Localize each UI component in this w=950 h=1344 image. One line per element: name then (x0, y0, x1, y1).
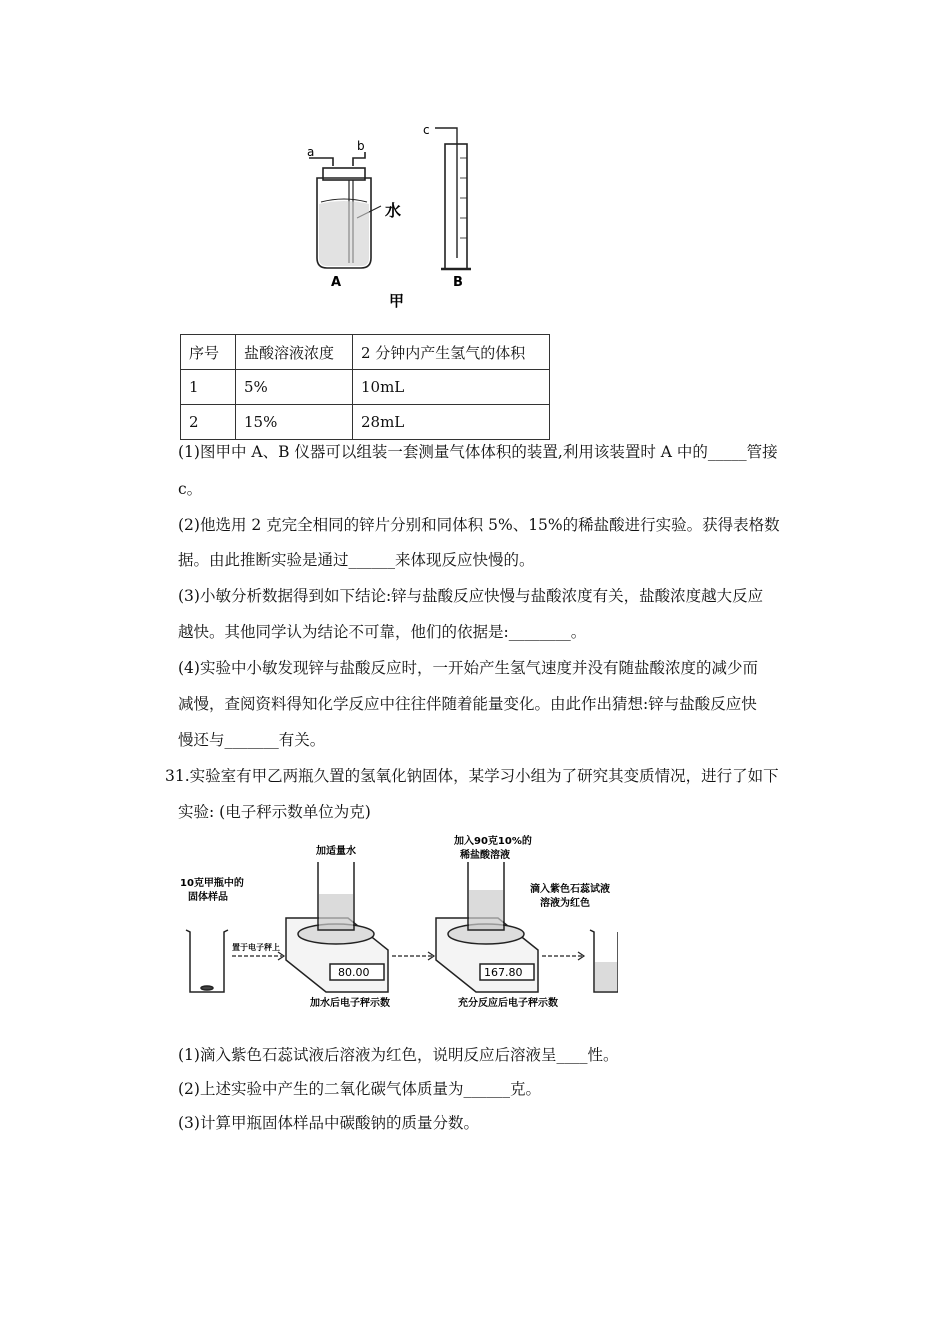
arrow-to-scale1 (232, 952, 284, 960)
apparatus-figure-jia (295, 118, 495, 313)
table-cell: 1 (181, 370, 236, 405)
litmus-label-line2: 溶液为红色 (540, 898, 590, 909)
figure-caption: 甲 (389, 292, 405, 310)
q30-part4-line1: (4)实验中小敏发现锌与盐酸反应时，一开始产生氢气速度并没有随盐酸浓度的减少而 (178, 659, 758, 677)
experiment-procedure-figure (178, 832, 618, 1012)
q30-part4-line3: 慢还与_______有关。 (178, 731, 326, 749)
q30-part4-line2: 减慢，查阅资料得知化学反应中往往伴随着能量变化。由此作出猜想:锌与盐酸反应快 (178, 695, 757, 713)
label-A: A (331, 275, 342, 290)
scale-1 (286, 862, 388, 992)
sample-label-line2: 固体样品 (188, 892, 228, 903)
arrow-to-scale2 (392, 952, 434, 960)
q31-sub1: (1)滴入紫色石蕊试液后溶液为红色，说明反应后溶液呈____性。 (178, 1046, 619, 1064)
data-table (180, 334, 550, 440)
arrow-label: 置于电子秤上 (232, 943, 280, 952)
bottle-water-fill (319, 201, 369, 266)
q30-part2-line1: (2)他选用 2 克完全相同的锌片分别和同体积 5%、15%的稀盐酸进行实验。获得表格数 (178, 516, 780, 534)
scale1-caption: 加水后电子秤示数 (310, 998, 390, 1009)
table-row (181, 405, 550, 440)
header-cell: 序号 (181, 335, 236, 370)
add-acid-label-line2: 稀盐酸溶液 (460, 850, 510, 861)
q31-sub3: (3)计算甲瓶固体样品中碳酸钠的质量分数。 (178, 1114, 479, 1132)
sample-beaker (186, 930, 228, 992)
scale2-caption: 充分反应后电子秤示数 (458, 998, 558, 1009)
q30-part1-line1: (1)图甲中 A、B 仪器可以组装一套测量气体体积的装置,利用该装置时 A 中的_____管接 (178, 443, 778, 461)
table-cell: 15% (236, 405, 353, 440)
q31-stem-line1: 31.实验室有甲乙两瓶久置的氢氧化钠固体，某学习小组为了研究其变质情况，进行了如下 (165, 767, 779, 785)
q30-part2-line2: 据。由此推断实验是通过______来体现反应快慢的。 (178, 551, 535, 569)
scale1-reading: 80.00 (338, 966, 370, 979)
litmus-label-line1: 滴入紫色石蕊试液 (530, 884, 610, 895)
final-beaker (590, 930, 618, 992)
sample-label-line1: 10克甲瓶中的 (180, 878, 244, 889)
table-cell: 5% (236, 370, 353, 405)
header-cell: 盐酸溶液浓度 (236, 335, 353, 370)
label-water: 水 (385, 201, 402, 220)
header-cell: 2 分钟内产生氢气的体积 (353, 335, 550, 370)
q31-stem-line2: 实验: (电子秤示数单位为克) (178, 803, 371, 821)
table-row (181, 370, 550, 405)
table-header-row (181, 335, 550, 370)
label-c: c (423, 123, 430, 137)
label-a: a (307, 145, 315, 159)
scale2-reading: 167.80 (484, 966, 523, 979)
label-b: b (357, 139, 365, 153)
table-cell: 2 (181, 405, 236, 440)
q30-part3-line1: (3)小敏分析数据得到如下结论:锌与盐酸反应快慢与盐酸浓度有关，盐酸浓度越大反应 (178, 587, 764, 605)
add-acid-label-line1: 加入90克10%的 (454, 836, 532, 847)
q30-part3-line2: 越快。其他同学认为结论不可靠，他们的依据是:________。 (178, 623, 587, 641)
q31-sub2: (2)上述实验中产生的二氧化碳气体质量为______克。 (178, 1080, 541, 1098)
table-cell: 28mL (353, 405, 550, 440)
cylinder-b-drawing (435, 128, 471, 269)
arrow-to-final-beaker (542, 952, 584, 960)
table-cell: 10mL (353, 370, 550, 405)
label-B: B (453, 275, 463, 290)
q30-part1-line2: c。 (178, 480, 203, 498)
add-water-label: 加适量水 (316, 846, 356, 857)
